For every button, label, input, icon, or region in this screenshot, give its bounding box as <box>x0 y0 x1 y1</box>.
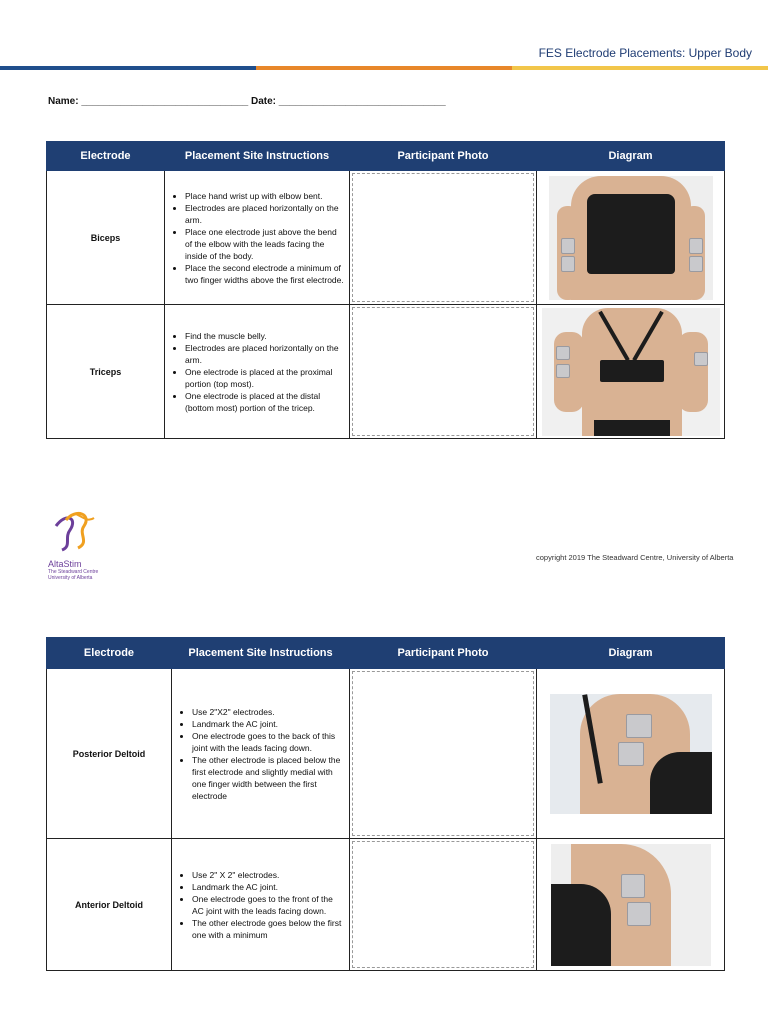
photo-placeholder[interactable] <box>352 841 534 968</box>
instruction-item: • One electrode is placed at the distal (bottom most) portion of the tricep. <box>185 390 345 414</box>
altastim-logo-mark <box>48 508 98 552</box>
instruction-item: • Place hand wrist up with elbow bent. <box>185 190 345 202</box>
logo-subtitle-1: The Steadward Centre <box>48 569 99 575</box>
instruction-item: • Place the second electrode a minimum of two finger widths above the first electrode. <box>185 262 345 286</box>
instruction-item: • Landmark the AC joint. <box>192 881 345 893</box>
logo-subtitle-2: University of Alberta <box>48 575 93 581</box>
header-photo: Participant Photo <box>350 142 537 171</box>
participant-photo-cell[interactable] <box>350 839 537 971</box>
electrode-name: Posterior Deltoid <box>47 669 172 839</box>
diagram-cell <box>537 669 725 839</box>
electrode-name: Anterior Deltoid <box>47 839 172 971</box>
header-instructions: Placement Site Instructions <box>172 638 350 669</box>
instruction-item: • One electrode goes to the front of the AC joint with the leads facing down. <box>192 893 345 917</box>
instruction-item: • Find the muscle belly. <box>185 330 345 342</box>
page-header-title: FES Electrode Placements: Upper Body <box>538 46 752 60</box>
header-electrode: Electrode <box>47 638 172 669</box>
name-label: Name: <box>48 96 79 107</box>
copyright-text: copyright 2019 The Steadward Centre, University of Alberta <box>536 553 734 562</box>
placement-table-2 <box>46 637 725 971</box>
header-bar-yellow <box>512 66 768 70</box>
instructions-cell <box>165 171 350 305</box>
instruction-item: • Electrodes are placed horizontally on the arm. <box>185 202 345 226</box>
header-bar-blue <box>0 66 256 70</box>
electrode-name: Biceps <box>47 171 165 305</box>
diagram-cell <box>537 305 725 439</box>
instruction-item: • The other electrode is placed below the first electrode and slightly medial with one finger width between the first electrode <box>192 754 345 802</box>
logo-name: AltaStim <box>48 559 82 569</box>
instructions-cell <box>165 305 350 439</box>
participant-photo-cell[interactable] <box>350 305 537 439</box>
instruction-item: • Electrodes are placed horizontally on the arm. <box>185 342 345 366</box>
header-instructions: Placement Site Instructions <box>165 142 350 171</box>
header-photo: Participant Photo <box>350 638 537 669</box>
participant-photo-cell[interactable] <box>350 171 537 305</box>
instruction-item: • The other electrode goes below the first one with a minimum <box>192 917 345 941</box>
date-field[interactable]: ______________________________ <box>278 96 446 107</box>
biceps-diagram-image <box>549 176 713 300</box>
instruction-item: • One electrode goes to the back of this joint with the leads facing down. <box>192 730 345 754</box>
anterior-deltoid-diagram-image <box>551 844 711 966</box>
posterior-deltoid-diagram-image <box>550 694 712 814</box>
altastim-logo <box>48 508 128 581</box>
instruction-item: • Landmark the AC joint. <box>192 718 345 730</box>
header-diagram: Diagram <box>537 142 725 171</box>
photo-placeholder[interactable] <box>352 671 534 836</box>
instruction-item: • Place one electrode just above the bend of the elbow with the leads facing the inside of the body. <box>185 226 345 262</box>
instructions-cell <box>172 669 350 839</box>
name-field[interactable]: ______________________________ <box>81 96 249 107</box>
instruction-item: • One electrode is placed at the proximal portion (top most). <box>185 366 345 390</box>
instruction-item: • Use 2"X2" electrodes. <box>192 706 345 718</box>
header-bar-orange <box>256 66 512 70</box>
header-diagram: Diagram <box>537 638 725 669</box>
diagram-cell <box>537 171 725 305</box>
diagram-cell <box>537 839 725 971</box>
date-label: Date: <box>251 96 277 107</box>
triceps-diagram-image <box>542 308 720 436</box>
instructions-cell <box>172 839 350 971</box>
photo-placeholder[interactable] <box>352 173 534 302</box>
header-electrode: Electrode <box>47 142 165 171</box>
electrode-name: Triceps <box>47 305 165 439</box>
placement-table-1 <box>46 141 725 439</box>
participant-photo-cell[interactable] <box>350 669 537 839</box>
photo-placeholder[interactable] <box>352 307 534 436</box>
name-date-line <box>48 96 446 107</box>
instruction-item: • Use 2" X 2" electrodes. <box>192 869 345 881</box>
